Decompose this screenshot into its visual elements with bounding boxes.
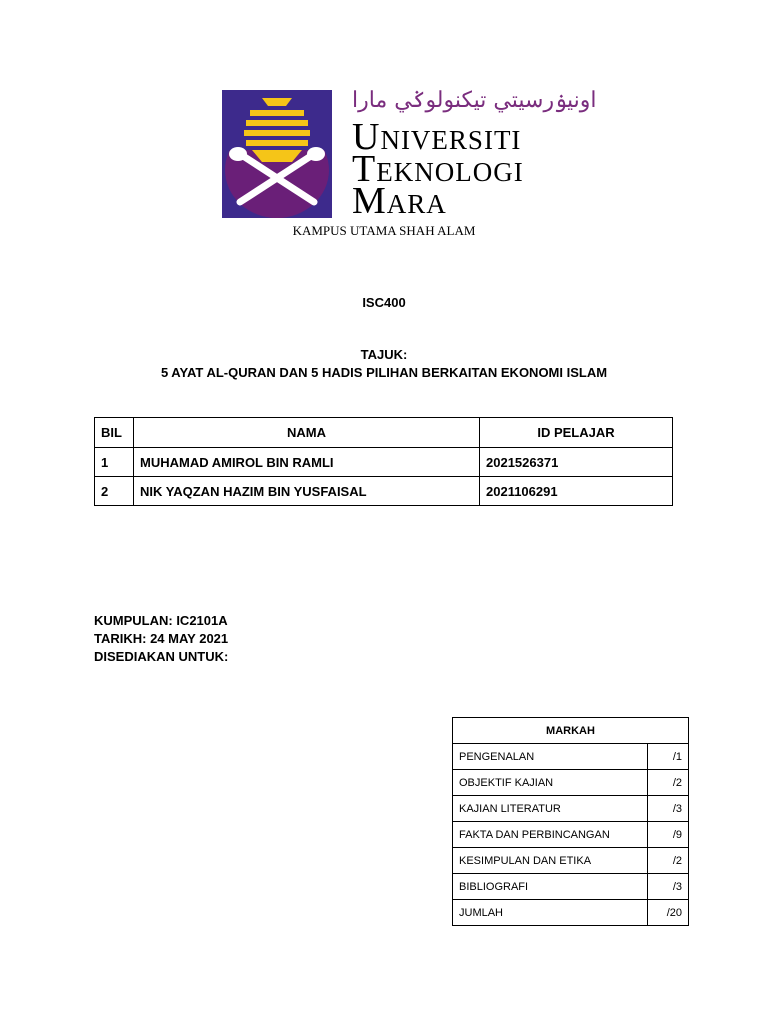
- campus-name: KAMPUS UTAMA SHAH ALAM: [292, 223, 476, 238]
- table-header-row: [95, 418, 673, 448]
- header-id: ID PELAJAR: [480, 418, 673, 448]
- table-row: [453, 822, 689, 848]
- criteria-score: /2: [648, 848, 689, 874]
- criteria-score: /2: [648, 770, 689, 796]
- uitm-emblem-icon: [222, 90, 332, 218]
- row-nama: NIK YAQZAN HAZIM BIN YUSFAISAL: [134, 477, 480, 506]
- table-row: [95, 477, 673, 506]
- criteria-score: /3: [648, 874, 689, 900]
- criteria-label: KAJIAN LITERATUR: [453, 796, 648, 822]
- markah-table: [452, 717, 689, 926]
- disediakan-line: DISEDIAKAN UNTUK:: [94, 649, 229, 664]
- info-block: [94, 612, 228, 666]
- criteria-label: KESIMPULAN DAN ETIKA: [453, 848, 648, 874]
- assignment-title: 5 AYAT AL-QURAN DAN 5 HADIS PILIHAN BERKAITAN EKONOMI ISLAM: [160, 365, 608, 380]
- table-row: [453, 874, 689, 900]
- table-row: [453, 900, 689, 926]
- header-nama: NAMA: [134, 418, 480, 448]
- uitm-logo: [222, 88, 597, 222]
- table-row: [453, 796, 689, 822]
- logo-word-mara: Mara: [352, 180, 447, 222]
- table-row: [95, 448, 673, 477]
- table-row: [453, 848, 689, 874]
- criteria-label: BIBLIOGRAFI: [453, 874, 648, 900]
- row-id: 2021526371: [480, 448, 673, 477]
- students-table: [94, 417, 673, 506]
- criteria-label: OBJEKTIF KAJIAN: [453, 770, 648, 796]
- kumpulan-line: KUMPULAN: IC2101A: [94, 613, 228, 628]
- row-id: 2021106291: [480, 477, 673, 506]
- criteria-score: /20: [648, 900, 689, 926]
- tarikh-line: TARIKH: 24 MAY 2021: [94, 631, 229, 646]
- criteria-score: /9: [648, 822, 689, 848]
- table-row: [453, 770, 689, 796]
- criteria-label: JUMLAH: [453, 900, 648, 926]
- row-bil: 1: [95, 448, 134, 477]
- criteria-score: /3: [648, 796, 689, 822]
- table-row: [453, 744, 689, 770]
- row-bil: 2: [95, 477, 134, 506]
- logo-jawi-text: اونيۏرسيتي تيکنولوݢي مارا: [352, 88, 597, 113]
- markah-header-row: [453, 718, 689, 744]
- logo-word-teknologi: Teknologi: [352, 148, 524, 190]
- row-nama: MUHAMAD AMIROL BIN RAMLI: [134, 448, 480, 477]
- logo-word-universiti: Universiti: [352, 116, 522, 158]
- course-code: ISC400: [362, 295, 406, 310]
- header-bil: BIL: [95, 418, 134, 448]
- title-label: TAJUK:: [360, 347, 408, 362]
- criteria-label: FAKTA DAN PERBINCANGAN: [453, 822, 648, 848]
- criteria-score: /1: [648, 744, 689, 770]
- markah-header: MARKAH: [453, 718, 689, 744]
- criteria-label: PENGENALAN: [453, 744, 648, 770]
